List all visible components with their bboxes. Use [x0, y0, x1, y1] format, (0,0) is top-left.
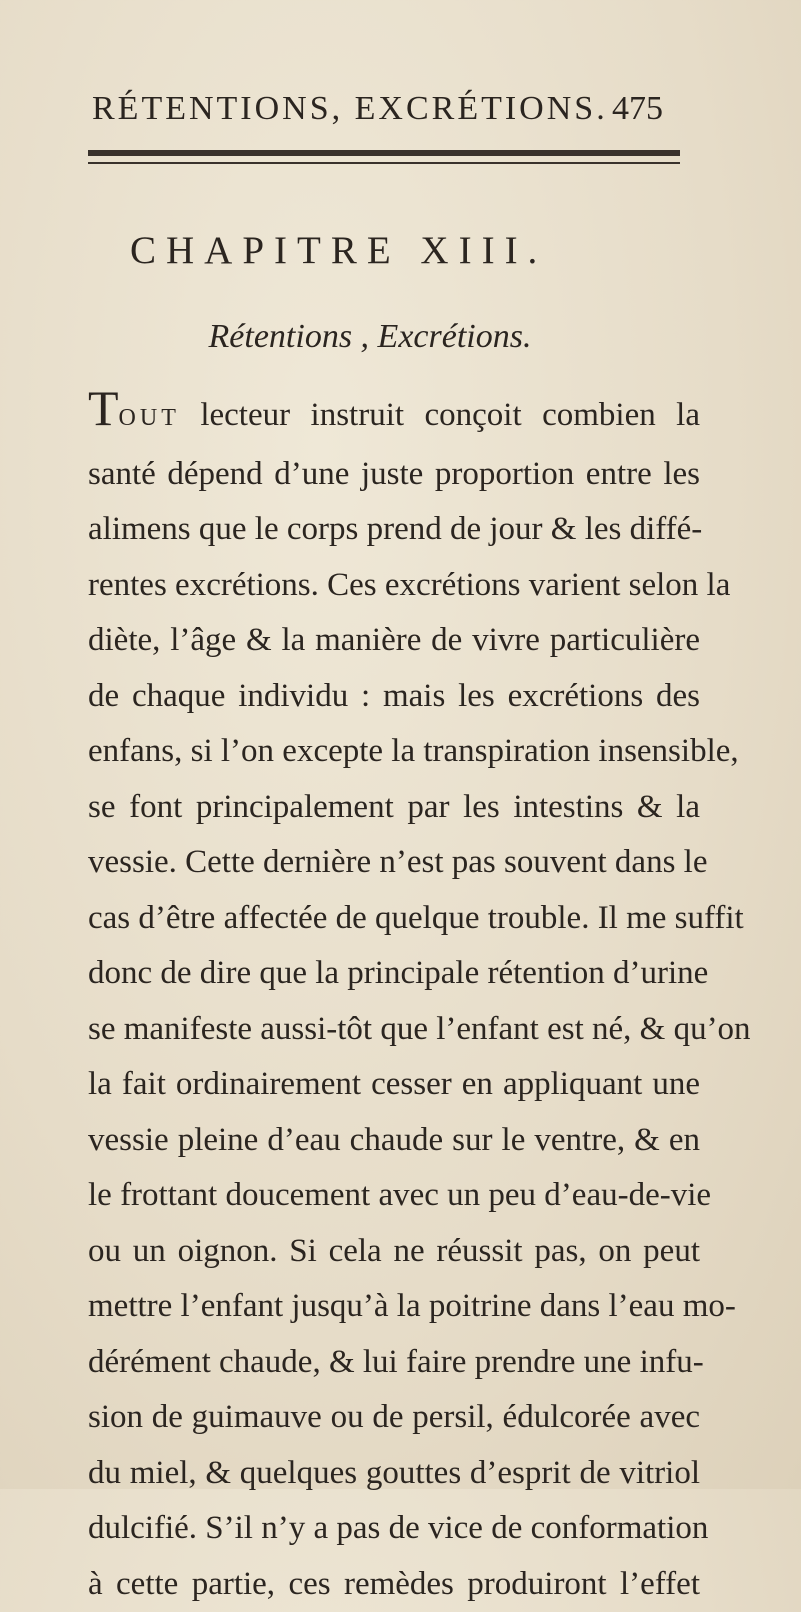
chapter-subtitle: Rétentions , Excrétions.	[0, 318, 740, 356]
text-line: rentes excrétions. Ces excrétions varient selon la	[88, 558, 700, 614]
text-line: le frottant doucement avec un peu d’eau-de-vie	[88, 1168, 700, 1224]
drop-cap: T	[88, 380, 119, 436]
text-line: ou un oignon. Si cela ne réussit pas, on peut	[88, 1224, 700, 1280]
text-line: diète, l’âge & la manière de vivre particulière	[88, 613, 700, 669]
text-line: se manifeste aussi-tôt que l’enfant est né, & qu’on	[88, 1002, 700, 1058]
text-line: de chaque individu : mais les excrétions des	[88, 669, 700, 725]
text-line: vessie. Cette dernière n’est pas souvent dans le	[88, 835, 700, 891]
text-line: dulcifié. S’il n’y a pas de vice de conformation	[88, 1501, 700, 1557]
text-line: se font principalement par les intestins & la	[88, 780, 700, 836]
text-line: sion de guimauve ou de persil, édulcorée avec	[88, 1390, 700, 1446]
text-line: à cette partie, ces remèdes produiront l’effet	[88, 1557, 700, 1612]
text-line	[88, 388, 700, 447]
opening-small-caps: OUT	[119, 405, 180, 431]
text-line: donc de dire que la principale rétention d’urine	[88, 946, 700, 1002]
text-line: vessie pleine d’eau chaude sur le ventre, & en	[88, 1113, 700, 1169]
text-line-content: lecteur instruit conçoit combien la	[200, 397, 700, 433]
page-number: 475	[612, 90, 663, 128]
text-line: santé dépend d’une juste proportion entre les	[88, 447, 700, 503]
body-text	[88, 388, 700, 1612]
running-head: RÉTENTIONS, EXCRÉTIONS.	[92, 90, 692, 128]
text-line: enfans, si l’on excepte la transpiration insensible,	[88, 724, 700, 780]
text-line: la fait ordinairement cesser en appliquant une	[88, 1057, 700, 1113]
header-rule	[88, 150, 680, 164]
text-line: cas d’être affectée de quelque trouble. Il me suffit	[88, 891, 700, 947]
text-line: mettre l’enfant jusqu’à la poitrine dans l’eau mo-	[88, 1279, 700, 1335]
text-line: dérément chaude, & lui faire prendre une infu-	[88, 1335, 700, 1391]
text-line: alimens que le corps prend de jour & les diffé-	[88, 502, 700, 558]
text-line: du miel, & quelques gouttes d’esprit de vitriol	[88, 1446, 700, 1502]
chapter-heading: CHAPITRE XIII.	[130, 228, 610, 273]
